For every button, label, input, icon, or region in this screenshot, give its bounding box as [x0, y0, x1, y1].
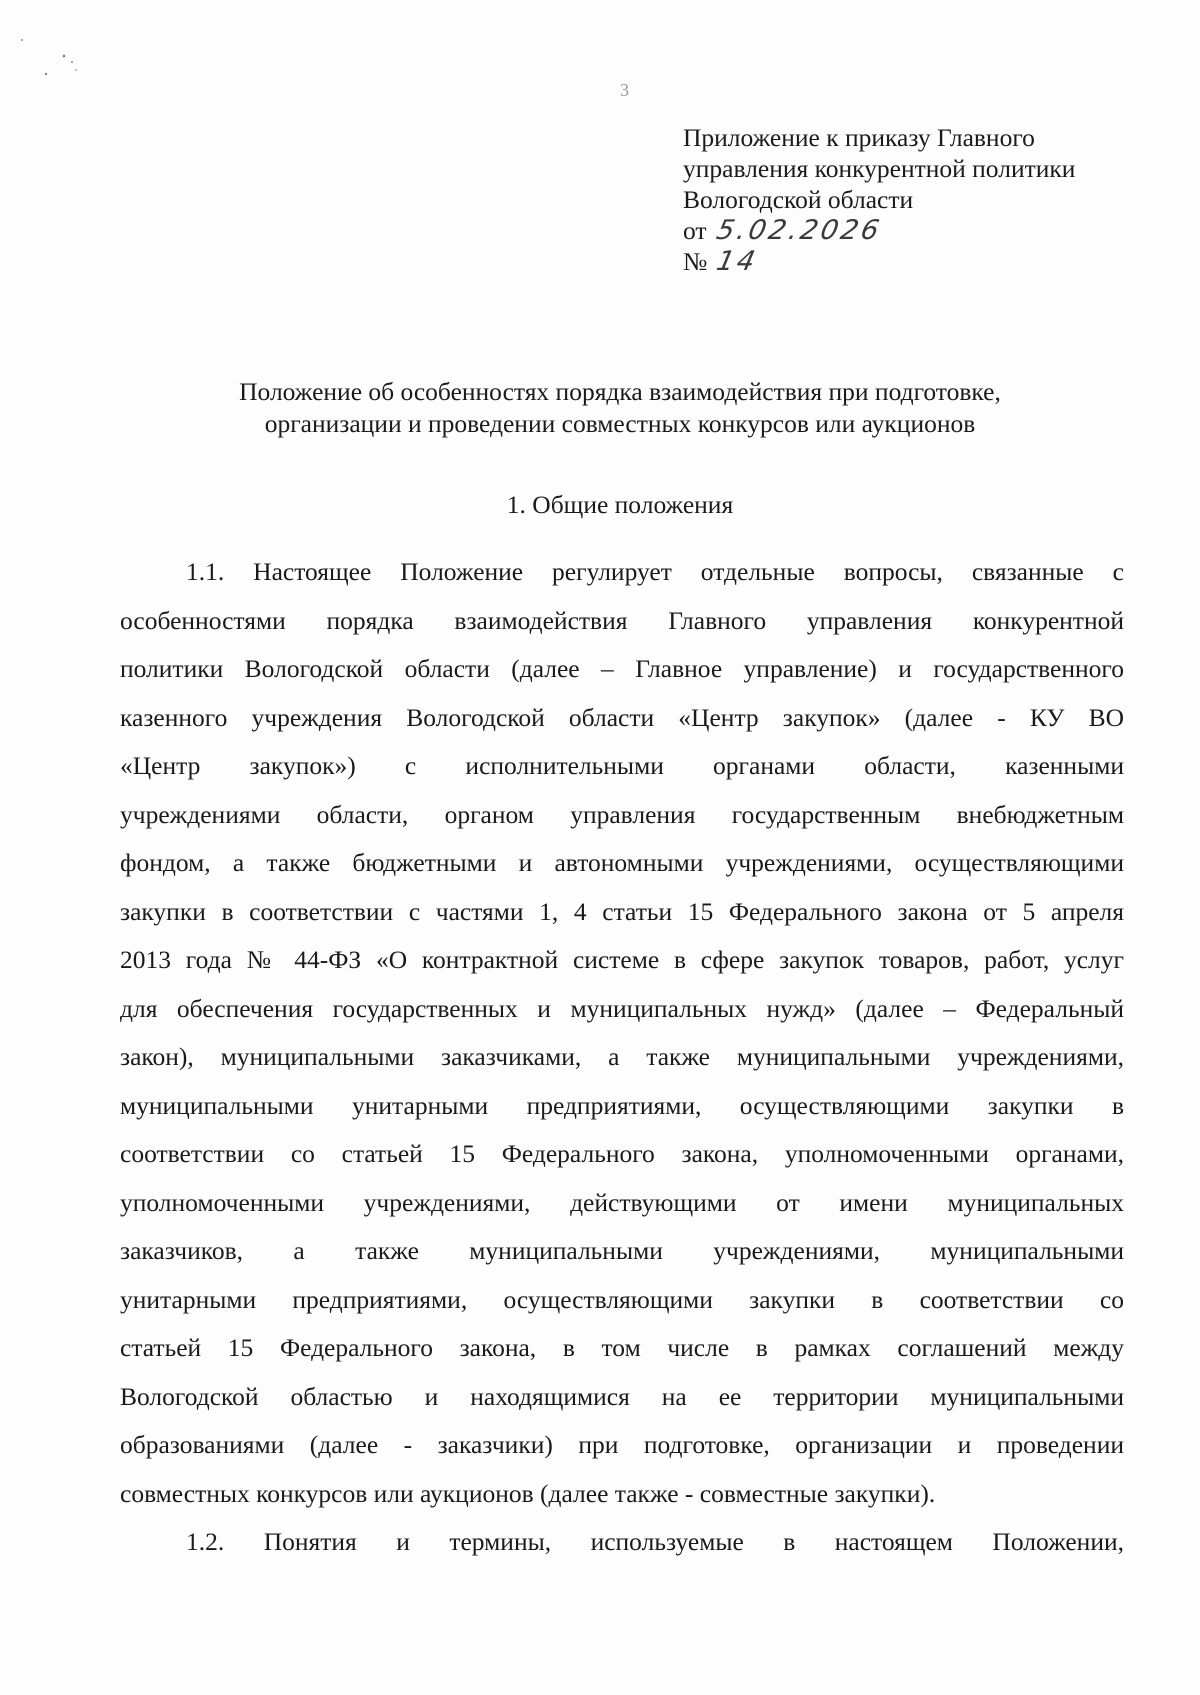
- header-line-3: Вологодской области: [683, 185, 914, 214]
- body-line: политики Вологодской области (далее – Главное управление) и государственного: [120, 654, 1124, 683]
- body-line: 1.1. Настоящее Положение регулирует отдельные вопросы, связанные с: [186, 557, 1124, 586]
- body-line: фондом, а также бюджетными и автономными учреждениями, осуществляющими: [120, 848, 1124, 877]
- body-line: особенностями порядка взаимодействия Главного управления конкурентной: [120, 605, 1124, 635]
- body-line: муниципальными унитарными предприятиями, осуществляющими закупки в: [120, 1090, 1124, 1120]
- document-title: [60, 376, 1180, 440]
- body-line: казенного учреждения Вологодской области «Центр закупок» (далее - КУ ВО: [120, 702, 1124, 732]
- handwritten-date: 5.02.2026: [713, 215, 885, 246]
- order-appendix-header: [683, 122, 1163, 277]
- number-prefix: №: [683, 247, 708, 276]
- body-line: для обеспечения государственных и муниципальных нужд» (далее – Федеральный: [120, 993, 1124, 1023]
- body-line: «Центр закупок») с исполнительными органами области, казенными: [120, 751, 1124, 780]
- handwritten-number: 14: [714, 246, 761, 277]
- body-line: закон), муниципальными заказчиками, а также муниципальными учреждениями,: [120, 1042, 1124, 1071]
- date-prefix: от: [683, 216, 707, 245]
- document-body: [120, 548, 1124, 1567]
- body-line: уполномоченными учреждениями, действующими от имени муниципальных: [120, 1187, 1124, 1217]
- body-line: Вологодской областью и находящимися на ее территории муниципальными: [120, 1381, 1124, 1411]
- body-line: закупки в соответствии с частями 1, 4 статьи 15 Федерального закона от 5 апреля: [120, 896, 1124, 926]
- section-heading: 1. Общие положения: [506, 490, 734, 519]
- body-line: учреждениями области, органом управления государственным внебюджетным: [120, 799, 1124, 829]
- header-line-2: управления конкурентной политики: [683, 154, 1076, 183]
- header-date-line: [683, 215, 1163, 246]
- page-number: 3: [620, 80, 629, 100]
- body-line: образованиями (далее - заказчики) при подготовке, организации и проведении: [120, 1430, 1124, 1459]
- body-line: совместных конкурсов или аукционов (далее также - совместные закупки).: [120, 1478, 936, 1508]
- body-line: 2013 года № 44-ФЗ «О контрактной системе в сфере закупок товаров, работ, услуг: [120, 945, 1124, 974]
- header-number-line: [683, 246, 1163, 277]
- header-line-1: Приложение к приказу Главного: [683, 123, 1035, 152]
- body-line: соответствии со статьей 15 Федерального закона, уполномоченными органами,: [120, 1139, 1124, 1168]
- title-line-2: организации и проведении совместных конкурсов или аукционов: [264, 409, 976, 438]
- body-line: заказчиков, а также муниципальными учреждениями, муниципальными: [120, 1236, 1124, 1265]
- body-line: статьей 15 Федерального закона, в том числе в рамках соглашений между: [120, 1333, 1124, 1362]
- title-line-1: Положение об особенностях порядка взаимодействия при подготовке,: [239, 377, 1001, 406]
- body-line: 1.2. Понятия и термины, используемые в настоящем Положении,: [186, 1527, 1124, 1556]
- scan-artifacts: [14, 30, 94, 90]
- body-line: унитарными предприятиями, осуществляющими закупки в соответствии со: [120, 1284, 1124, 1314]
